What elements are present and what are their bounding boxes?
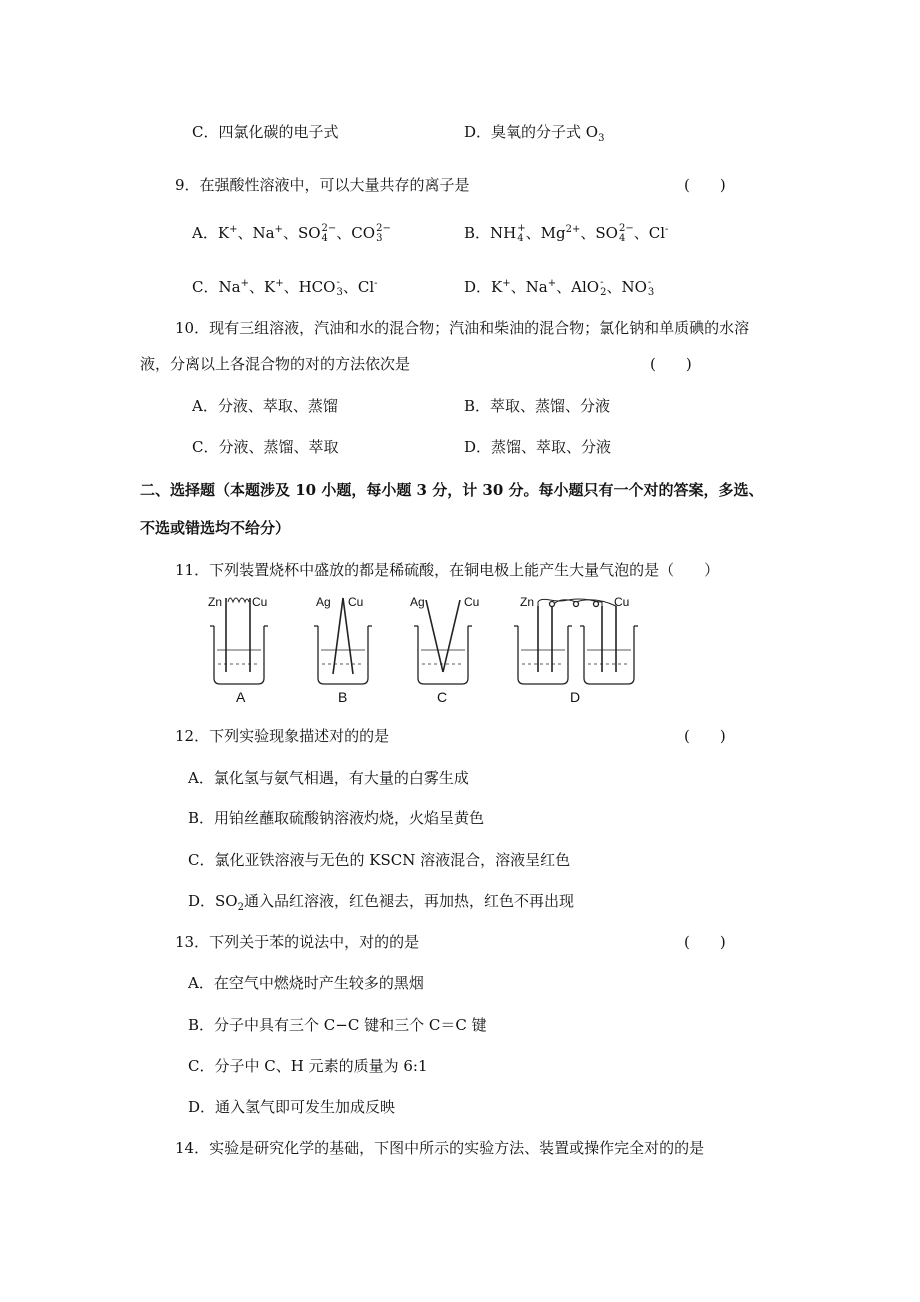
q9-option-b: B．NH + 4 、$Mg^{2+}$、SO 2− 4 、Cl-	[464, 223, 669, 244]
q9-answer-paren: ( )	[684, 176, 726, 194]
q10-option-b: B．萃取、蒸馏、分液	[464, 397, 611, 415]
q12-option-c: C．氯化亚铁溶液与无色的 KSCN 溶液混合，溶液呈红色	[188, 851, 571, 869]
beaker-a-right-label: Cu	[252, 595, 268, 609]
q9-option-c: C．Na+、K+、HCO - 3 、Cl-	[192, 277, 378, 298]
beaker-b	[314, 598, 372, 684]
beaker-a-left-label: Zn	[208, 595, 223, 609]
beaker-b-left-label: Ag	[316, 595, 331, 609]
q13-option-b: B．分子中具有三个 C−C 键和三个 C＝C 键	[188, 1016, 487, 1034]
q14-stem: 14．实验是研究化学的基础，下图中所示的实验方法、装置或操作完全对的的是	[175, 1139, 705, 1157]
q11-figure	[200, 592, 640, 708]
caption-d: D	[570, 689, 581, 705]
caption-c: C	[437, 689, 448, 705]
section2-heading-line2: 不选或错选均不给分）	[140, 519, 291, 537]
q9-option-a: A．K+、Na+、SO 2− 4 、CO 2− 3	[192, 223, 391, 244]
q9-option-d: D．K+、Na+、AlO - 2 、NO - 3	[464, 277, 655, 298]
beaker-d-right-label: Cu	[614, 595, 630, 609]
q13-answer-paren: ( )	[684, 933, 726, 951]
q8-option-c: C．四氯化碳的电子式	[192, 123, 339, 141]
q11-stem: 11．下列装置烧杯中盛放的都是稀硫酸，在铜电极上能产生大量气泡的是（ ）	[175, 561, 720, 579]
q12-stem: 12．下列实验现象描述对的的是	[175, 727, 390, 745]
q13-option-d: D．通入氢气即可发生加成反映	[188, 1098, 396, 1116]
q8-option-d: D．臭氧的分子式 $O_3$	[464, 123, 605, 144]
beaker-a	[210, 598, 268, 684]
q13-option-c: C．分子中 C、H 元素的质量为 6:1	[188, 1057, 428, 1075]
q10-option-a: A．分液、萃取、蒸馏	[192, 397, 338, 415]
q10-stem-line2: 液，分离以上各混合物的对的方法依次是	[140, 355, 411, 373]
q10-option-d: D．蒸馏、萃取、分液	[464, 438, 612, 456]
beaker-b-right-label: Cu	[348, 595, 364, 609]
q10-option-c: C．分液、蒸馏、萃取	[192, 438, 339, 456]
q10-answer-paren: ( )	[650, 355, 692, 373]
beaker-c	[414, 600, 472, 684]
beaker-c-left-label: Ag	[410, 595, 425, 609]
beaker-d	[514, 599, 638, 684]
q13-option-a: A．在空气中燃烧时产生较多的黑烟	[188, 974, 424, 992]
caption-b: B	[338, 689, 348, 705]
q10-stem-line1: 10．现有三组溶液，汽油和水的混合物；汽油和柴油的混合物；氯化钠和单质碘的水溶	[175, 319, 750, 337]
caption-a: A	[236, 689, 246, 705]
q12-option-a: A．氯化氢与氨气相遇，有大量的白雾生成	[188, 769, 469, 787]
q12-answer-paren: ( )	[684, 727, 726, 745]
q12-option-d: D．$SO_2$通入品红溶液，红色褪去，再加热，红色不再出现	[188, 892, 574, 913]
beaker-c-right-label: Cu	[464, 595, 480, 609]
q9-stem: 9．在强酸性溶液中，可以大量共存的离子是	[175, 176, 470, 194]
q12-option-b: B．用铂丝蘸取硫酸钠溶液灼烧，火焰呈黄色	[188, 809, 485, 827]
q13-stem: 13．下列关于苯的说法中，对的的是	[175, 933, 420, 951]
beaker-d-left-label: Zn	[520, 595, 535, 609]
section2-heading-line1: 二、选择题（本题涉及 10 小题，每小题 3 分，计 30 分。每小题只有一个对的答案，多选、	[140, 481, 764, 499]
